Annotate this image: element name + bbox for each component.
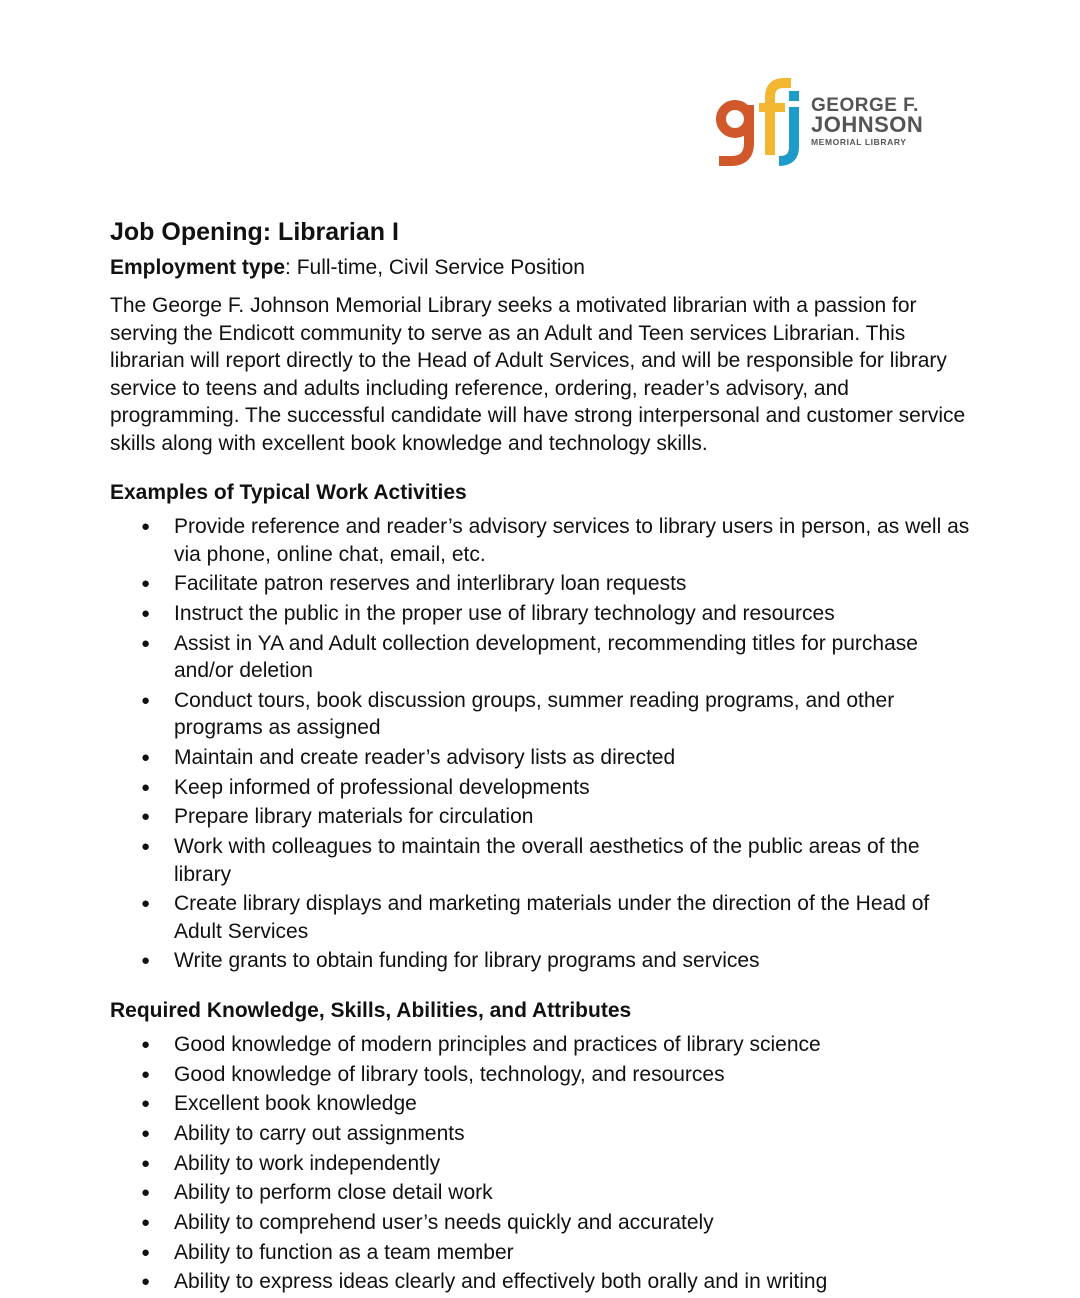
employment-type-label: Employment type	[110, 256, 286, 279]
list-item: ● Prepare library materials for circulation	[110, 803, 970, 831]
list-item: ● Provide reference and reader’s advisory services to library users in person, as well as via phone, online chat, email, etc.	[110, 513, 970, 568]
list-item: ● Keep informed of professional developments	[110, 774, 970, 802]
activities-heading: Examples of Typical Work Activities	[110, 481, 467, 504]
list-item: ● Maintain and create reader’s advisory lists as directed	[110, 744, 970, 772]
list-item: ● Assist in YA and Adult collection development, recommending titles for purchase and/or deletion	[110, 630, 970, 685]
required-list	[110, 1031, 970, 1296]
employment-type	[110, 254, 970, 282]
logo-line-memorial-library: MEMORIAL LIBRARY	[811, 137, 907, 147]
list-item: ● Ability to work independently	[110, 1150, 970, 1178]
list-item: ● Create library displays and marketing materials under the direction of the Head of Adult Services	[110, 890, 970, 945]
list-item: ● Ability to perform close detail work	[110, 1179, 970, 1207]
list-item: ● Ability to express ideas clearly and effectively both orally and in writing	[110, 1268, 970, 1296]
list-item: ● Conduct tours, book discussion groups, summer reading programs, and other programs as assigned	[110, 687, 970, 742]
list-item: ● Instruct the public in the proper use of library technology and resources	[110, 600, 970, 628]
activities-list	[110, 513, 970, 975]
gfj-logo-icon	[713, 55, 813, 190]
list-item: ● Ability to function as a team member	[110, 1239, 970, 1267]
list-item: ● Ability to comprehend user’s needs quickly and accurately	[110, 1209, 970, 1237]
logo-wordmark	[811, 96, 923, 147]
list-item: ● Work with colleagues to maintain the overall aesthetics of the public areas of the library	[110, 833, 970, 888]
list-item: ● Ability to carry out assignments	[110, 1120, 970, 1148]
library-logo	[713, 55, 961, 190]
page-title: Job Opening: Librarian I	[110, 218, 399, 246]
document-body	[110, 216, 970, 1298]
required-heading: Required Knowledge, Skills, Abilities, and Attributes	[110, 998, 632, 1022]
employment-type-value: : Full-time, Civil Service Position	[285, 256, 585, 279]
logo-line-george: GEORGE F.	[811, 95, 919, 116]
list-item: ● Facilitate patron reserves and interlibrary loan requests	[110, 570, 970, 598]
intro-paragraph: The George F. Johnson Memorial Library seeks a motivated librarian with a passion for serving the Endicott community to serve as an Adult and Teen services Librarian. This librarian will report directly to the Head of Adult Services, and will be responsible for library service to teens and adults including reference, ordering, reader’s advisory, and programming. The successful candidate will have strong interpersonal and customer service skills along with excellent book knowledge and technology skills.	[110, 294, 966, 455]
list-item: ● Good knowledge of library tools, technology, and resources	[110, 1061, 970, 1089]
logo-line-johnson: JOHNSON	[811, 112, 924, 137]
list-item: ● Excellent book knowledge	[110, 1090, 970, 1118]
list-item: ● Write grants to obtain funding for library programs and services	[110, 947, 970, 975]
list-item: ● Good knowledge of modern principles and practices of library science	[110, 1031, 970, 1059]
